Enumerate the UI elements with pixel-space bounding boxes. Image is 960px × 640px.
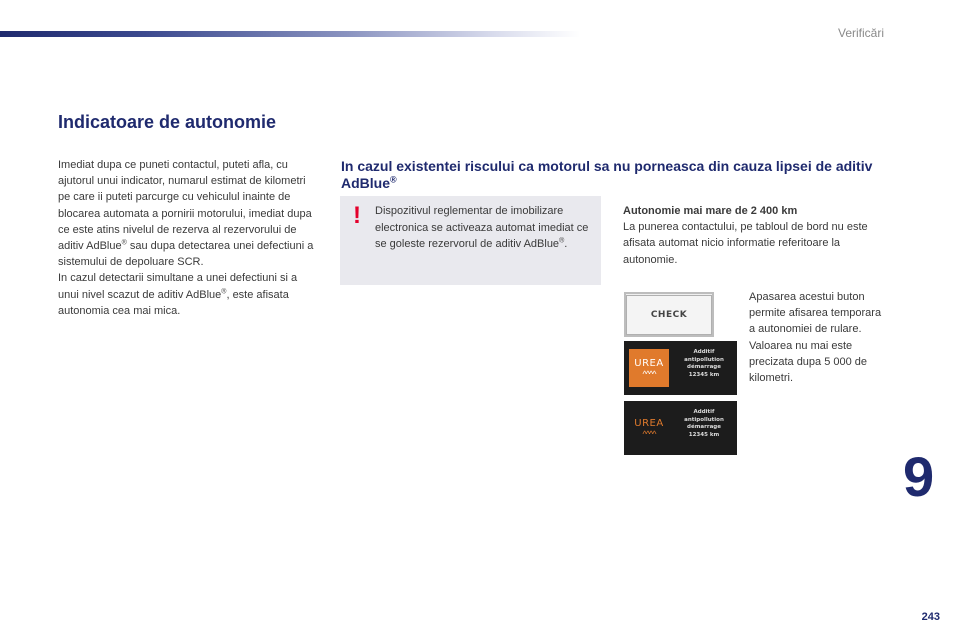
display-message: Additif antipollution démarrage 12345 km xyxy=(684,349,724,378)
urea-warning-icon xyxy=(629,349,669,387)
instrument-display-lit xyxy=(624,341,737,395)
intro-text xyxy=(58,157,320,319)
check-button-illustration xyxy=(624,292,714,337)
warning-text: Dispozitivul reglementar de imobilizare electronica se activeaza automat imediat ce se goleste rezervorul de aditiv AdBlue®. xyxy=(375,205,589,250)
section-name: Verificări xyxy=(837,26,884,40)
autonomy-info xyxy=(623,203,893,268)
chapter-number: 9 xyxy=(903,445,935,508)
button-description-1: Apasarea acestui buton permite afisarea temporara a autonomiei de rulare. xyxy=(749,291,882,336)
page-title: Indicatoare de autonomie xyxy=(58,112,277,132)
check-button: CHECK xyxy=(626,295,712,335)
button-description-2: Valoarea nu mai este precizata dupa 5 000 de kilometri. xyxy=(749,339,868,385)
display-message: Additif antipollution démarrage 12345 km xyxy=(684,409,724,438)
section-heading: In cazul existentei riscului ca motorul sa nu porneasca din cauza lipsei de aditiv AdBlue® xyxy=(341,158,873,191)
urea-label: UREA xyxy=(634,357,664,369)
urea-wave-icon: ^^^^ xyxy=(642,428,656,439)
urea-indicator-icon xyxy=(629,409,669,447)
intro-paragraph-2: In cazul detectarii simultane a unei defectiuni si a unui nivel scazut de aditiv AdBlue®, este afisata autonomia cea mai mica. xyxy=(58,272,298,317)
header-accent-bar xyxy=(0,31,580,37)
button-description xyxy=(749,289,889,386)
warning-icon: ! xyxy=(353,202,361,229)
page-number: 243 xyxy=(921,611,940,623)
urea-wave-icon: ^^^^ xyxy=(642,368,656,379)
autonomy-body: La punerea contactului, pe tabloul de bord nu este afisata automat nicio informatie referitoare la autonomie. xyxy=(623,221,868,266)
autonomy-heading: Autonomie mai mare de 2 400 km xyxy=(623,205,798,217)
urea-label: UREA xyxy=(634,417,664,429)
instrument-display-dim xyxy=(624,401,737,455)
intro-paragraph-1: Imediat dupa ce puneti contactul, puteti afla, cu ajutorul unui indicator, numarul estimat de kilometri pe care ii puteti parcurge cu vehiculul inainte de blocarea automata a pornirii motorului, imediat dupa ce este atins nivelul de rezerva al rezervorului de aditiv AdBlue® sau dupa detectarea unei defectiuni a sistemului de depoluare SCR. xyxy=(58,159,314,269)
warning-box xyxy=(340,196,601,285)
